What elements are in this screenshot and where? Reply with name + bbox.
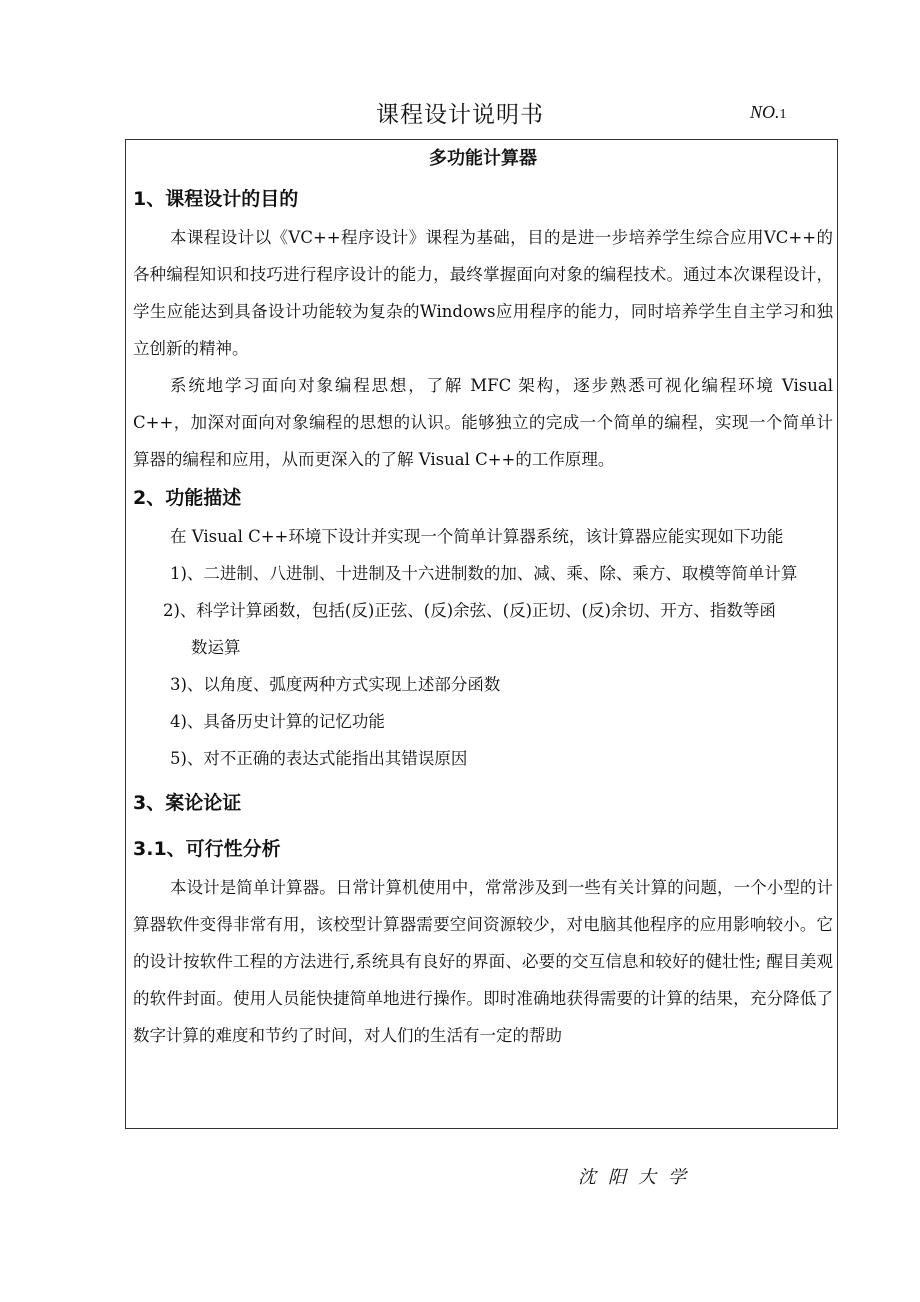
function-item-2 [133, 592, 833, 666]
function-item-2-continuation: 数运算 [191, 638, 241, 657]
section-1-paragraph-1: 本课程设计以《VC++程序设计》课程为基础，目的是进一步培养学生综合应用VC++的各种编程知识和技巧进行程序设计的能力，最终掌握面向对象的编程技术。通过本次课程设计，学生应能达到具备设计功能较为复杂的Windows应用程序的能力，同时培养学生自主学习和独立创新的精神。 [133, 228, 833, 358]
section-1-paragraph-2: 系统地学习面向对象编程思想，了解 MFC 架构，逐步熟悉可视化编程环境 Visual C++，加深对面向对象编程的思想的认识。能够独立的完成一个简单的编程，实现一个简单计算器的编程和应用，从而更深入的了解 Visual C++的工作原理。 [133, 376, 833, 469]
document-body [133, 142, 833, 1054]
function-item-2-text: 2)、科学计算函数，包括(反)正弦、(反)余弦、(反)正切、(反)余切、开方、指数等函 [163, 601, 776, 620]
university-footer: 沈阳大学 [578, 1167, 698, 1188]
header-title: 课程设计说明书 [376, 102, 544, 128]
function-item-4: 4)、具备历史计算的记忆功能 [170, 712, 385, 731]
section-2-heading: 2、功能描述 [133, 487, 242, 509]
section-3-heading: 3、案论论证 [133, 792, 242, 814]
function-item-1: 1)、二进制、八进制、十进制及十六进制数的加、减、乘、除、乘方、取模等简单计算 [170, 564, 798, 583]
section-2-intro: 在 Visual C++环境下设计并实现一个简单计算器系统，该计算器应能实现如下功能 [170, 527, 784, 546]
document-title: 多功能计算器 [429, 148, 537, 169]
page-number-label: NO. [750, 102, 780, 122]
function-item-5: 5)、对不正确的表达式能指出其错误原因 [170, 749, 468, 768]
section-1-heading: 1、课程设计的目的 [133, 188, 299, 210]
page-header [0, 96, 920, 128]
page-number-value: 1 [779, 107, 787, 122]
page-number [750, 102, 787, 123]
function-item-3: 3)、以角度、弧度两种方式实现上述部分函数 [170, 675, 501, 694]
section-3-1-heading: 3.1、可行性分析 [133, 838, 281, 860]
section-3-1-paragraph: 本设计是简单计算器。日常计算机使用中，常常涉及到一些有关计算的问题，一个小型的计算器软件变得非常有用，该校型计算器需要空间资源较少，对电脑其他程序的应用影响较小。它的设计按软件工程的方法进行,系统具有良好的界面、必要的交互信息和较好的健壮性; 醒目美观的软件封面。使用人员能快捷简单地进行操作。即时准确地获得需要的计算的结果，充分降低了数字计算的难度和节约了时间，对人们的生活有一定的帮助 [133, 878, 833, 1045]
